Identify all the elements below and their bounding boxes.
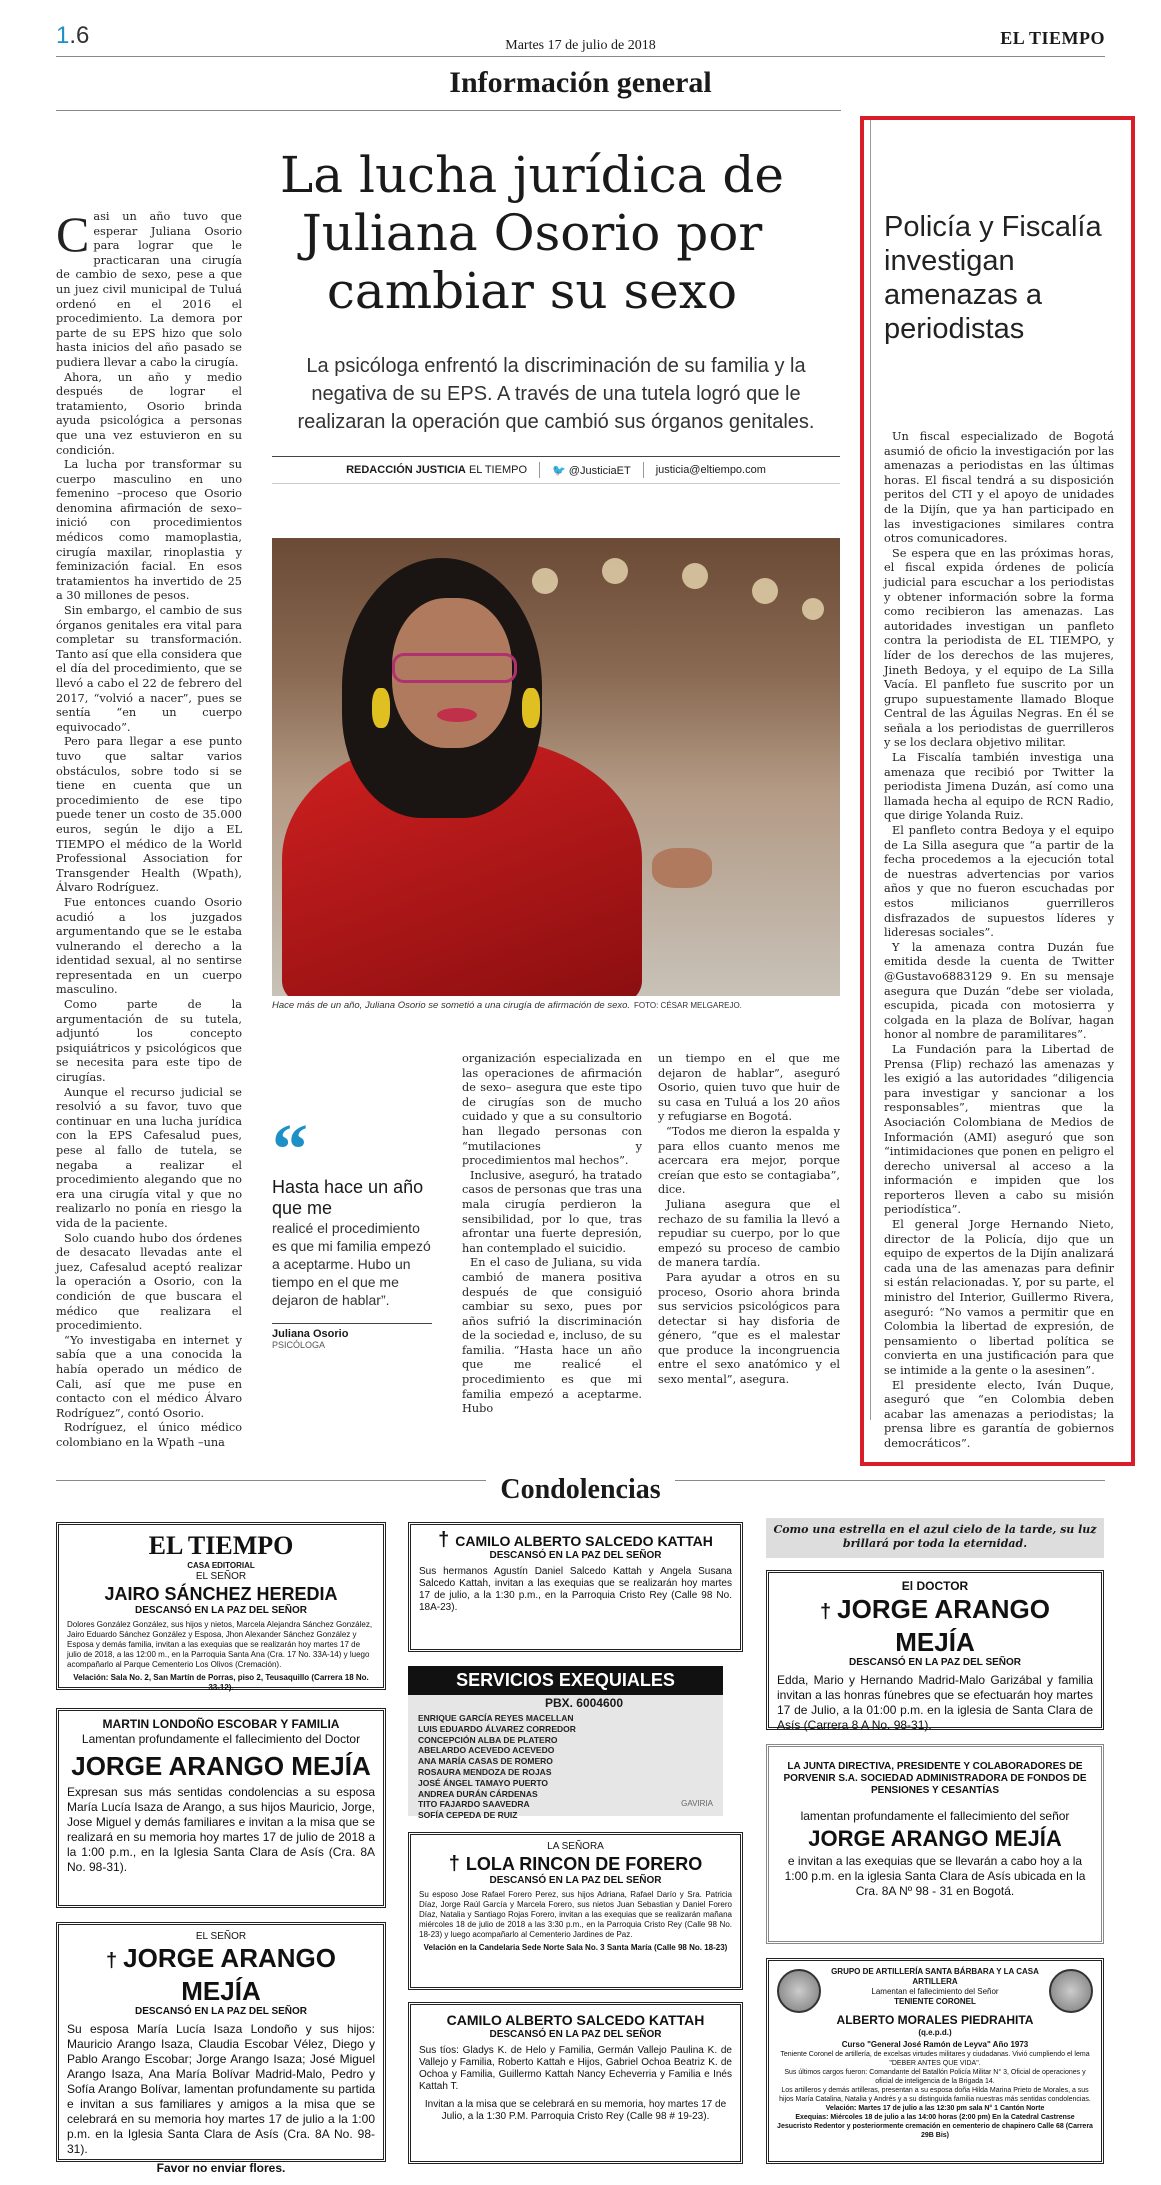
list-item: JOSÉ ÁNGEL TAMAYO PUERTO — [418, 1777, 549, 1788]
ad-body: Su esposo Jose Rafael Forero Perez, sus hijos Adriana, Rafael Darío y Sra. Patricia Díaz, Jorge Raúl García y Marcela Forero, sus nietos Juan Sebastian y Daniel Forero Díaz, Natalia y Santiago Rojas Forero, invitan a las exequias que se realizarán mañana miércoles 18 de julio de 2018 a las 3:30 p.m., en la Parroquia Cristo Rey (Calle 98 No. 18-23) y luego acompañarlo al Cementerio Jardines de Paz. — [419, 1890, 732, 1939]
services-brand: GAVIRIA — [681, 1799, 713, 1808]
masthead: EL TIEMPO — [1000, 28, 1105, 48]
article-subhead: La psicóloga enfrentó la discriminación de su familia y la negativa de su EPS. A través de una tutela logró que le realizaran la operación que cambió sus órganos genitales. — [297, 355, 815, 433]
ad-body: Teniente Coronel de artillería, de excelsas virtudes militares y ciudadanas. Vivió cumpliendo el lema "DEBER ANTES QUE VIDA". — [780, 2051, 1090, 2067]
memorial-quote: Como una estrella en el azul cielo de la tarde, su luz brillará por toda la eternidad. — [766, 1518, 1104, 1558]
sidebar-headline: Policía y Fiscalía investigan amenazas a periodistas — [884, 211, 1102, 345]
ad-body: Los artilleros y demás artilleras, presentan a su esposa doña Hilda Marina Prieto de Morales, a sus hijos María Catalina, Natalia y Andrés y a su distinguida familia nuestras más sentidas condolencias. — [779, 2087, 1091, 2103]
sidebar-rule — [870, 120, 871, 1420]
condolence-ad — [408, 1522, 743, 1652]
ad-sender: GRUPO DE ARTILLERÍA SANTA BÁRBARA Y LA CASA ARTILLERA — [831, 1967, 1039, 1986]
paragraph: Y la amenaza contra Duzán fue emitida desde la cuenta de Twitter @Gustavo6883129 9. En su mensaje asegura que Duzán “debe ser violada, escupida, picada con motosierra y colgada en la plaza de Bolívar, hagan honor al nombre de paramilitares”. — [884, 940, 1114, 1042]
quote-attribution — [272, 1323, 432, 1350]
deceased-name: ALBERTO MORALES PIEDRAHITA — [836, 2013, 1034, 2027]
ad-rest-line: DESCANSÓ EN LA PAZ DEL SEÑOR — [489, 2029, 662, 2040]
list-item: ABELARDO ACEVEDO ACEVEDO — [418, 1745, 555, 1756]
ad-intro: LA SEÑORA — [547, 1841, 604, 1852]
ad-rest-line: DESCANSÓ EN LA PAZ DEL SEÑOR — [489, 1550, 662, 1561]
ad-intro: Lamentan el fallecimiento del Señor — [871, 1987, 999, 1996]
emblem-icon — [777, 1969, 821, 2013]
byline-desk: REDACCIÓN JUSTICIA EL TIEMPO — [346, 464, 528, 476]
condolence-ad — [766, 1958, 1104, 2164]
issue-date: Martes 17 de julio de 2018 — [505, 38, 656, 53]
list-item: ANA MARÍA CASAS DE ROMERO — [418, 1756, 553, 1767]
paragraph: Como parte de la argumentación de su tutela, adjuntó los concepto psiquiátricos y psicológicos que se necesita para este tipo de cirugías. — [56, 998, 242, 1085]
paragraph: La lucha por transformar su cuerpo masculino en uno femenino –proceso que Osorio denomina afirmación de sexo– inició con procedimientos médicos como mamoplastia, cirugía maxilar, rinoplastia y feminización facial. En esos tratamientos ha invertido de 25 a 30 millones de pesos. — [56, 458, 242, 603]
quote-role: PSICÓLOGA — [272, 1340, 326, 1350]
paragraph: La Fundación para la Libertad de Prensa (Flip) rechazó las amenazas y les exigió a las autoridades “diligencia para investigar y sancionar a los responsables”, mientras que la Asociación Colombiana de Medios de Información (AMI) aseguró que son “intimidaciones que ponen en peligro el derecho universal al acceso a la información e impiden que los reporteros lleven a cabo su misión periodística”. — [884, 1042, 1114, 1217]
emblem-icon — [1049, 1969, 1093, 2013]
paragraph: “Yo investigaba en internet y sabía que a una conocida la había operado un médico de Cali, así que me puse en contacto con el médico Álvaro Rodríguez”, contó Osorio. — [56, 1333, 242, 1420]
deceased-name: JAIRO SÁNCHEZ HEREDIA — [104, 1584, 338, 1604]
photo-caption: Hace más de un año, Juliana Osorio se sometió a una cirugía de afirmación de sexo. FOTO: CÉSAR MELGAREJO. — [272, 1000, 742, 1011]
ad-body: e invitan a las exequias que se llevarán a cabo hoy a la 1:00 p.m. en la iglesia Santa Clara de Asís ubicada en la Cra. 8A Nº 98 - 31 en Bogotá. — [784, 1854, 1086, 1898]
byline — [272, 456, 840, 484]
ad-rest-line: DESCANSÓ EN LA PAZ DEL SEÑOR — [489, 1875, 662, 1886]
condolence-ad — [56, 1922, 386, 2175]
list-item: ROSAURA MENDOZA DE ROJAS — [418, 1766, 552, 1777]
funeral-services-ad — [408, 1666, 723, 1821]
condolence-ad — [766, 1570, 1104, 1730]
deceased-name: CAMILO ALBERTO SALCEDO KATTAH — [455, 1533, 713, 1549]
ad-intro: EL SEÑOR — [195, 1931, 247, 1942]
paragraph: Fue entonces cuando Osorio acudió a los juzgados argumentando que se le estaba vulnerando el derecho a la identidad sexual, al no sentirse representada en un cuerpo masculino. — [56, 895, 242, 997]
paragraph: Se espera que en las próximas horas, el fiscal expida órdenes de policía judicial para escuchar a los periodistas y obtener información sobre la forma como recibieron las amenazas. Las autoridades investigan un panfleto contra la periodista de EL TIEMPO, y líder de los derechos de las mujeres, Jineth Bedoya, y el equipo de La Silla Vacía. El panfleto fue suscrito por un grupo supuestamente llamado Bloque Central de las Águilas Negras. En él se señala a los periodistas de guerrilleros y se los declara objetivo militar. — [884, 546, 1114, 750]
list-item: CONCEPCIÓN ALBA DE PLATERO — [418, 1734, 558, 1745]
ad-body: Sus tíos: Gladys K. de Helo y Familia, Germán Vallejo Paulina K. de Vallejo y Familia, Roberto Kattah e Hijos, Gabriel Ochoa Beatriz K. de Ochoa y Familia, Guillermo Kattah Nancy Echeverria y Familia e Inés Kattah T. — [419, 2045, 732, 2092]
deceased-name: JORGE ARANGO MEJÍA — [71, 1751, 371, 1781]
condolence-ad — [56, 1708, 386, 1908]
condolence-ad — [56, 1522, 386, 1690]
ad-body: Su esposa María Lucía Isaza Londoño y sus hijos: Mauricio Arango Isaza, Claudia Escobar Vélez, Diego y Pablo Arango Escobar; Jorge Arango Isaza; José Miguel Arango Isaza, Ana María Bolívar Madrid-Malo, Pedro y Sofía Arango Bolívar, lamentan profundamente su partida e invitan a sus familiares y amigos a la misa que se celebrará en su memoria hoy martes 17 de julio a la 1:00 p.m. en la Iglesia Santa Clara de Asís (Cra. 8A No. 98-31). — [67, 2022, 375, 2156]
article-column-1 — [56, 206, 242, 1450]
ad-body: Sus hermanos Agustín Daniel Salcedo Kattah y Angela Susana Salcedo Kattah, invitan a las exequias que se realizarán hoy martes 17 de julio, a la 1:30 p.m., en la Parroquia Cristo Rey (Calle 98 No. 18A-23). — [419, 1566, 732, 1613]
paragraph: Pero para llegar a ese punto tuvo que saltar varios obstáculos, sobre todo si se tiene en cuenta que un procedimiento de ese tipo puede tener un costo de 35.000 euros, según le dijo a EL TIEMPO el médico de la World Professional Association for Transgender Health (Wpath), Álvaro Rodríguez. — [56, 735, 242, 895]
ad-body: Expresan sus más sentidas condolencias a su esposa María Lucía Isaza de Arango, a sus hijos Mauricio, Jorge, Jose Miguel y demás familiares e invitan a la misa que se realizará en su memoria hoy martes 17 de julio de 2018 a la 1:00 p.m., en la Iglesia Santa Clara de Asís (Cra. 8A No. 98-31). — [67, 1785, 375, 1874]
paragraph: “Todos me dieron la espalda y para ellos cuanto menos me acercara era mejor, porque creían que esto se contagiaba”, dice. — [658, 1124, 840, 1197]
paragraph: Juliana asegura que el rechazo de su familia la llevó a repudiar su cuerpo, por lo que empezó su proceso de cambio de manera tardía. — [658, 1197, 840, 1270]
quote-lead: Hasta hace un año que me — [272, 1177, 424, 1218]
deceased-name: JORGE ARANGO MEJÍA — [808, 1826, 1062, 1851]
list-item: TITO FAJARDO SAAVEDRA — [418, 1799, 530, 1810]
paragraph: Un fiscal especializado de Bogotá asumió de oficio la investigación por las amenazas a periodistas en las últimas horas. El fiscal tendrá a su disposición peritos del CTI y el apoyo de unidades de la Dijín, que ya han participado en las investigaciones similares contra otros comunicadores. — [884, 430, 1114, 546]
deceased-name: CAMILO ALBERTO SALCEDO KATTAH — [446, 2012, 705, 2028]
paragraph: asi un año tuvo que esperar Juliana Osorio para lograr que le practicaran una cirugía de cambio de sexo, pese a que un juez civil municipal de Tuluá ordenó en el 2016 el procedimiento. La demora por parte de su EPS hizo que solo hasta inicios del año pasado se pudiera llevar a cabo la cirugía. — [56, 210, 242, 369]
condolence-ad — [408, 2002, 743, 2164]
ad-wake: Velación: Martes 17 de julio a las 12:30 pm sala N° 1 Cantón Norte — [825, 2105, 1045, 2112]
ad-rest-line: DESCANSÓ EN LA PAZ DEL SEÑOR — [134, 2006, 308, 2017]
ad-wake: Velación: Sala No. 2, San Martín de Porras, piso 2, Teusaquillo (Carrera 18 No. 33-12). — [73, 1673, 369, 1692]
condolence-ad — [766, 1744, 1104, 1944]
paragraph: organización especializada en las operaciones de afirmación de sexo– asegura que este tipo de cirugías son de mucho cuidado y que a su consultorio han llegado personas con “mutilaciones y procedimientos mal hechos”. — [462, 1052, 642, 1168]
quote-text: realicé el procedimiento es que mi familia empezó a aceptarme. Hubo un tiempo en el que me dejaron de hablar”. — [272, 1220, 431, 1308]
section-rule — [56, 110, 841, 111]
cross-icon: † — [820, 1601, 832, 1623]
ad-wake: Velación en la Candelaria Sede Norte Sala No. 3 Santa María (Calle 98 No. 18-23) — [423, 1943, 728, 1952]
brand-subtitle: CASA EDITORIAL — [187, 1561, 255, 1570]
ad-rest-line: DESCANSÓ EN LA PAZ DEL SEÑOR — [134, 1605, 308, 1616]
ad-body: Edda, Mario y Hernando Madrid-Malo Garizábal y familia invitan a las honras fúnebres que se efectuarán hoy martes 17 de Julio, a la 01:00 p.m. en la iglesia de Santa Clara de Asís (Carrera 8 A No. 98-31). — [777, 1673, 1093, 1732]
ad-note: Favor no enviar flores. — [156, 2161, 286, 2175]
ad-body: Dolores González González, sus hijos y nietos, Marcela Alejandra Sánchez González, Jairo Eduardo Sánchez González y Esposa, Jhon Alexander Sánchez González y Esposa y demás familia, invitan a las exequias que se realizarán hoy martes 17 de julio de 2018, a las 12:00 m., en la Parroquia Santa Ana (Cra. 17 No. 33A-14) y luego acompañarlo al Parque Cementerio Los Olivos (Cremación). — [67, 1620, 373, 1669]
ad-intro: Lamentan profundamente el fallecimiento del Doctor — [81, 1732, 361, 1746]
list-item: SOFÍA CEPEDA DE RUIZ — [418, 1810, 518, 1821]
byline-email[interactable]: justicia@eltiempo.com — [655, 464, 766, 476]
ad-rest-line: DESCANSÓ EN LA PAZ DEL SEÑOR — [848, 1657, 1022, 1668]
ad-mass: Invitan a la misa que se celebrará en su memoria, hoy martes 17 de Julio, a la 1:30 P.M. Parroquia Cristo Rey (Calle 98 # 19-23). — [424, 2099, 727, 2122]
quote-mark-icon: “ — [272, 1109, 308, 1189]
deceased-name: JORGE ARANGO MEJÍA — [123, 1943, 336, 2006]
paragraph: El general Jorge Hernando Nieto, director de la Policía, dijo que un equipo de expertos de la Dijín analizará cada una de las amenazas para definir si están relacionadas. Y, por su parte, el ministro del Interior, Guillermo Rivera, aseguró: “No vamos a permitir que en Colombia la libertad de expresión, de pensamiento o libertad política se convierta en una justificación para que se intimide a la gente o la asesinen”. — [884, 1218, 1114, 1377]
paragraph: Rodríguez, el único médico colombiano en la Wpath –una — [56, 1421, 242, 1449]
article-photo — [272, 538, 840, 996]
ad-intro: El DOCTOR — [901, 1579, 969, 1593]
sidebar-body — [884, 430, 1114, 1452]
cross-icon: † — [438, 1529, 450, 1551]
twitter-handle[interactable]: 🐦 @JusticiaET — [552, 464, 631, 477]
brand-logo: EL TIEMPO — [148, 1531, 294, 1560]
list-item: ANDREA DURÁN CÁRDENAS — [418, 1788, 538, 1799]
deceased-name: LOLA RINCON DE FORERO — [465, 1854, 703, 1874]
condolence-ad — [408, 1832, 743, 1990]
condolences-title: Condolencias — [0, 1474, 1161, 1506]
cross-icon: † — [448, 1853, 460, 1875]
ad-body: Sus últimos cargos fueron: Comandante del Batallón Policía Militar N° 3, Oficial de operaciones y oficial de inteligencia de la Brigada 14. — [784, 2069, 1086, 2085]
article-headline: La lucha jurídica de Juliana Osorio por cambiar su sexo — [280, 146, 784, 320]
byline-separator — [643, 462, 644, 478]
paragraph: Inclusive, aseguró, ha tratado casos de personas que tras una mala cirugía perdieron la sensibilidad, por lo que, tras afrontar una fuerte depresión, han contemplado el suicidio. — [462, 1168, 643, 1255]
paragraph: El panfleto contra Bedoya y el equipo de La Silla asegura que “a partir de la fecha procedemos a la ejecución total de nuestras advertencias por varios años y que no fueron escuchadas por estos milicianos guerrilleros disfrazados de supuestos líderes y lideresas sociales”. — [884, 824, 1114, 940]
article-column-2 — [462, 1052, 642, 1417]
paragraph: La Fiscalía también investiga una amenaza que recibió por Twitter la periodista Jimena Duzán, así como una llamada hecha al equipo de RCN Radio, que dirige Yolanda Ruiz. — [884, 751, 1114, 823]
paragraph: un tiempo en el que me dejaron de hablar”, aseguró Osorio, quien tuvo que huir de su casa en Tuluá a los 20 años y refugiarse en Bogotá. — [658, 1052, 840, 1124]
top-rule — [56, 56, 1105, 57]
ad-intro: lamentan profundamente el fallecimiento del señor — [800, 1809, 1070, 1823]
quote-name: Juliana Osorio — [272, 1328, 349, 1340]
section-title: Información general — [449, 66, 712, 99]
services-phone: PBX. 6004600 — [544, 1696, 623, 1710]
deceased-name: JORGE ARANGO MEJÍA — [837, 1594, 1050, 1657]
drop-cap: C — [56, 206, 90, 262]
services-title: SERVICIOS EXEQUIALES — [408, 1666, 723, 1695]
article-column-3 — [658, 1052, 840, 1388]
services-list — [408, 1709, 723, 1825]
page-number: 1.6 — [56, 22, 90, 49]
list-item: LUIS EDUARDO ÁLVAREZ CORREDOR — [418, 1723, 576, 1734]
ad-sender: MARTIN LONDOÑO ESCOBAR Y FAMILIA — [102, 1717, 340, 1731]
ad-funeral: Exequias: Miércoles 18 de julio a las 14:00 horas (2:00 pm) En la Catedral Castrense Jesucristo Redentor y posteriormente cremación en cementerio de chapinero Calle 68 (Carrera 29B Bis) — [777, 2114, 1093, 2139]
pull-quote — [272, 1109, 432, 1350]
byline-separator — [539, 462, 540, 478]
paragraph: Sin embargo, el cambio de sus órganos genitales era vital para completar su transformación. Tanto así que ella considera que el día del procedimiento, que se llevó a cabo el 22 de febrero del 2017, “volvió a nacer”, pues se sentía “en un cuerpo equivocado”. — [56, 604, 242, 734]
ad-course: Curso "General José Ramón de Leyva" Año 1973 — [841, 2040, 1029, 2049]
ad-sender: LA JUNTA DIRECTIVA, PRESIDENTE Y COLABORADORES DE PORVENIR S.A. SOCIEDAD ADMINISTRADORA DE FONDOS DE PENSIONES Y CESANTÍAS — [783, 1761, 1087, 1796]
paragraph: En el caso de Juliana, su vida cambió de manera positiva después de que consiguió cambiar su sexo, pues por años sufrió la discriminación de la sociedad e, incluso, de su familia. “Hasta hace un año que me realicé el procedimiento es que mi familia empezó a aceptarme. Hubo — [462, 1256, 642, 1416]
deceased-rank: TENIENTE CORONEL — [894, 1997, 976, 2006]
list-item: ENRIQUE GARCÍA REYES MACELLAN — [418, 1713, 574, 1723]
paragraph: El presidente electo, Iván Duque, aseguró que “en Colombia deben acabar las amenazas a periodistas; la prensa libre es garantía de gobiernos democráticos”. — [884, 1378, 1114, 1450]
paragraph: Solo cuando hubo dos órdenes de desacato llevadas ante el juez, Cafesalud aceptó realizar la operación a Osorio, con la condición de que buscara el médico que realizara el procedimiento. — [56, 1231, 242, 1333]
paragraph: Para ayudar a otros en su proceso, Osorio ahora brinda sus servicios psicológicos para detectar si hay disforia de género, “que es el malestar que produce la incongruencia entre el sexo anatómico y el sexo mental”, asegura. — [658, 1270, 840, 1387]
paragraph: Ahora, un año y medio después de lograr el tratamiento, Osorio brinda ayuda psicológica a personas que una vez estuvieron en su condición. — [56, 370, 242, 457]
ad-qepd: (q.e.p.d.) — [918, 2028, 952, 2037]
ad-intro: EL SEÑOR — [195, 1571, 247, 1582]
cross-icon: † — [106, 1950, 118, 1972]
twitter-icon: 🐦 — [552, 464, 566, 477]
paragraph: Aunque el recurso judicial se resolvió a su favor, tuvo que continuar en una lucha jurídica con la EPS Cafesalud pues, pese al fallo de tutela, se negaba a realizar el procedimiento alegando que no era una cirugía vital y que no realizarlo no ponía en riesgo la vida de la paciente. — [56, 1085, 242, 1230]
